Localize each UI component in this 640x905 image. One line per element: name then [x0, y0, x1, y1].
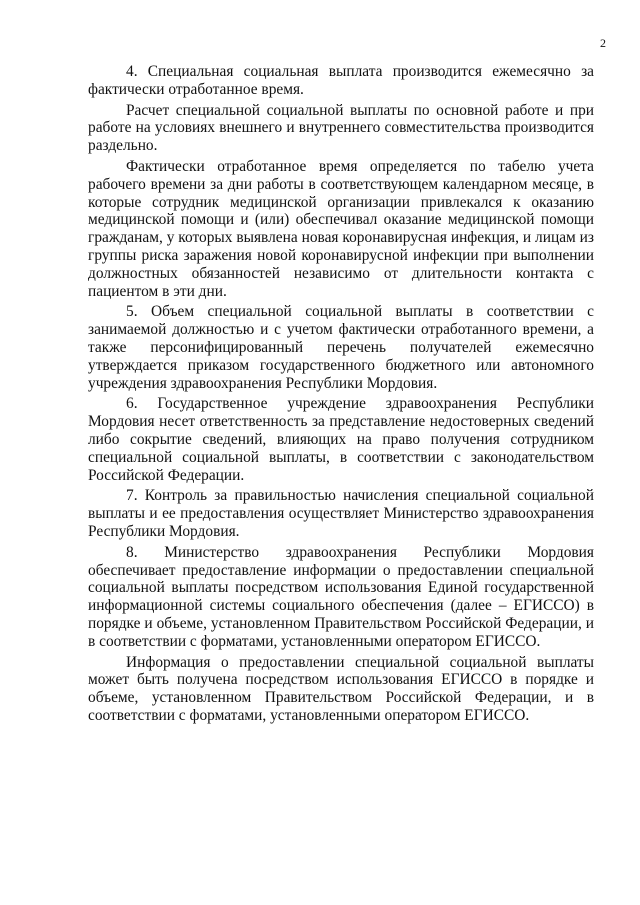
- page-number: 2: [600, 36, 606, 50]
- paragraph-6: 6. Государственное учреждение здравоохранения Республики Мордовия несет ответственность за представление недостоверных сведений либо сокрытие сведений, влияющих на право получения сотрудником специальной социальной выплаты, в соответствии с законодательством Российской Федерации.: [88, 395, 594, 484]
- paragraph-4-calculation: Расчет специальной социальной выплаты по основной работе и при работе на условиях внешнего и внутреннего совместительства производится раздельно.: [88, 101, 594, 155]
- paragraph-4: 4. Специальная социальная выплата производится ежемесячно за фактически отработанное время.: [88, 63, 594, 98]
- paragraph-5: 5. Объем специальной социальной выплаты в соответствии с занимаемой должностью и с учетом фактически отработанного времени, а также персонифицированный перечень получателей ежемесячно утверждается приказом государственного бюджетного или автономного учреждения здравоохранения Республики Мордовия.: [88, 303, 594, 392]
- paragraph-8: 8. Министерство здравоохранения Республики Мордовия обеспечивает предоставление информации о предоставлении специальной социальной выплаты посредством использования Единой государственной информационной системы социального обеспечения (далее – ЕГИССО) в порядке и объеме, установленном Правительством Российской Федерации, и в соответствии с форматами, установленными оператором ЕГИССО.: [88, 543, 594, 650]
- paragraph-8-information: Информация о предоставлении специальной социальной выплаты может быть получена посредством использования ЕГИССО в порядке и объеме, установленном Правительством Российской Федерации, и в соответствии с форматами, установленными оператором ЕГИССО.: [88, 653, 594, 724]
- document-body: [88, 63, 594, 728]
- paragraph-7: 7. Контроль за правильностью начисления специальной социальной выплаты и ее предоставления осуществляет Министерство здравоохранения Республики Мордовия.: [88, 487, 594, 540]
- paragraph-4-worked-time: Фактически отработанное время определяется по табелю учета рабочего времени за дни работы в соответствующем календарном месяце, в которые сотрудник медицинской организации привлекался к оказанию медицинской помощи и (или) обеспечивал оказание медицинской помощи гражданам, у которых выявлена новая коронавирусная инфекция, и лицам из группы риска заражения новой коронавирусной инфекции при выполнении должностных обязанностей независимо от длительности контакта с пациентом в эти дни.: [88, 157, 594, 300]
